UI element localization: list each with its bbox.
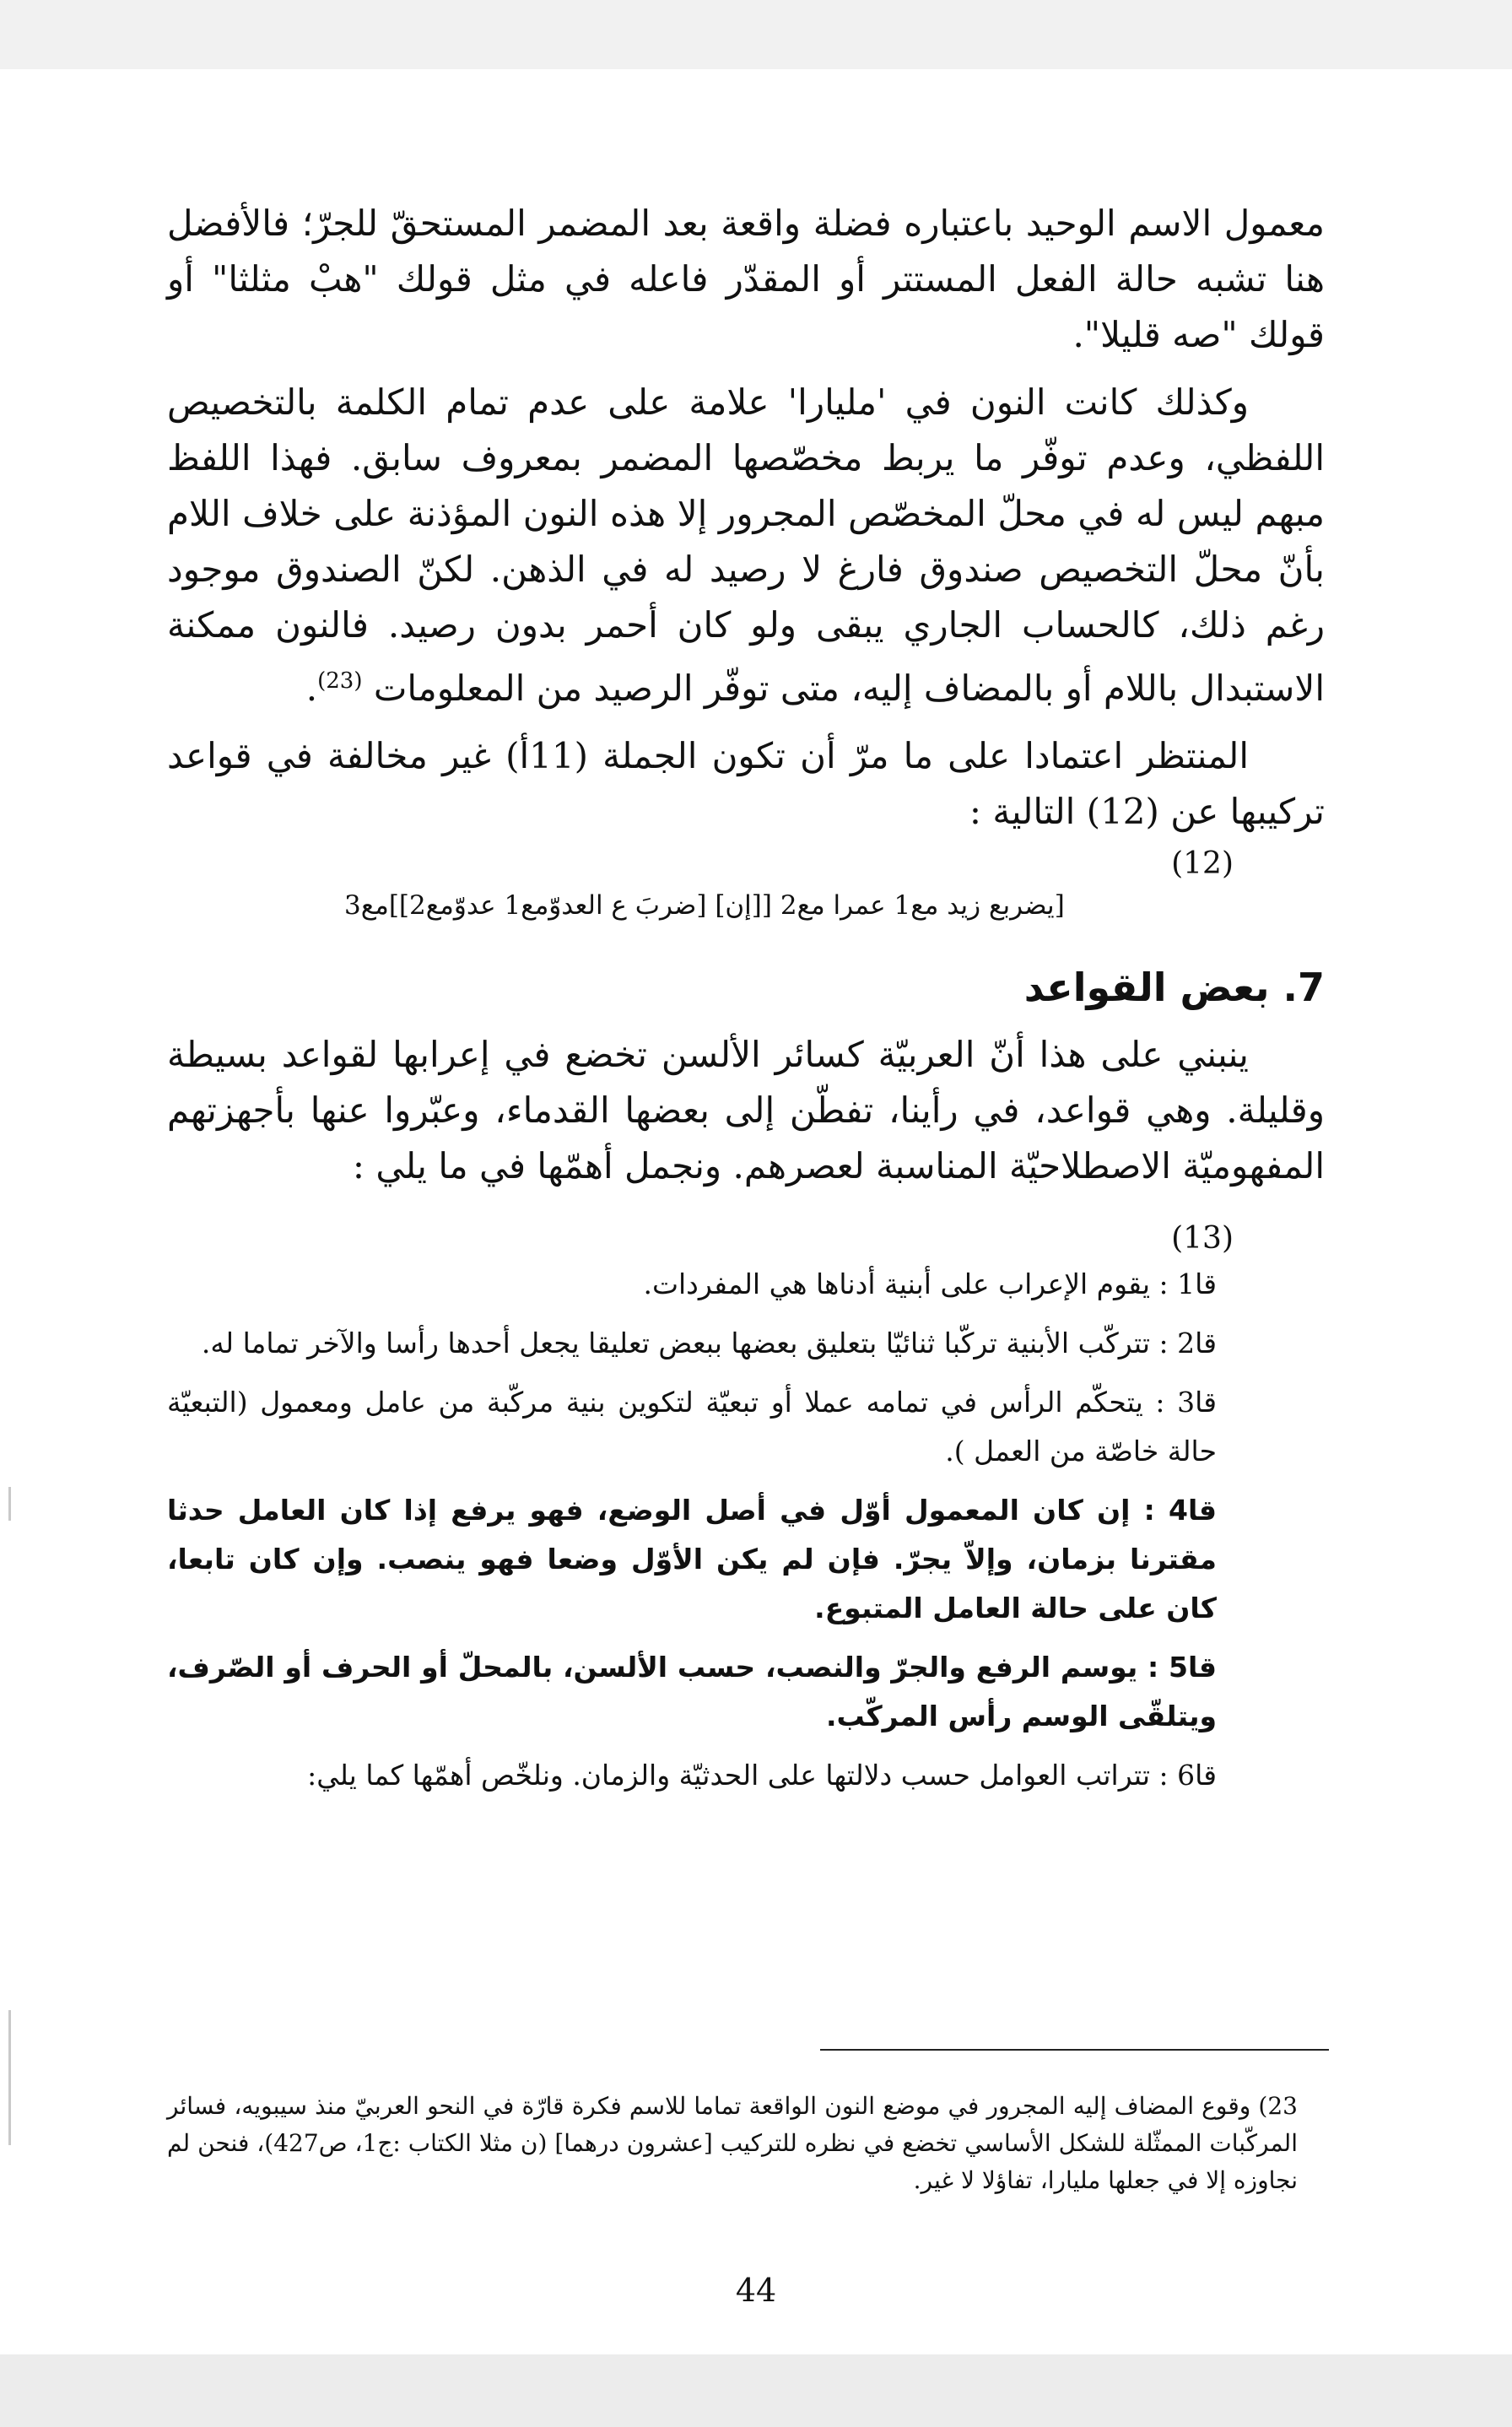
paragraph-4: ينبني على هذا أنّ العربيّة كسائر الألسن تخضع في إعرابها لقواعد بسيطة وقليلة. وهي قواعد، في رأينا، تفطّن إلى بعضها القدماء، وعبّروا عنها بأجهزتهم المفهوميّة الاصطلاحيّة المناسبة لعصرهم. ونجمل أهمّها في ما يلي : bbox=[167, 1034, 1325, 1186]
paragraph-1: معمول الاسم الوحيد باعتباره فضلة واقعة بعد المضمر المستحقّ للجرّ؛ فالأفضل هنا تشبه حالة الفعل المستتر أو المقدّر فاعله في مثل قولك "هبْ مثلثا" أو قولك "صه قليلا". bbox=[167, 203, 1325, 355]
rule-2: قا2 : تتركّب الأبنية تركّبا ثنائيّا بتعليق بعضها ببعض تعليقا يجعل أحدها رأسا والآخر تماما له. bbox=[201, 1327, 1217, 1359]
rule-4: قا4 : إن كان المعمول أوّل في أصل الوضع، فهو يرفع إذا كان العامل حدثا مقترنا بزمان، وإلاّ يجرّ. فإن لم يكن الأوّل وضعا فهو ينصب. وإن كان تابعا، كان على حالة العامل المتبوع. bbox=[167, 1494, 1217, 1624]
rule-3: قا3 : يتحكّم الرأس في تمامه عملا أو تبعيّة لتكوين بنية مركّبة من عامل ومعمول (التبعيّة حالة خاصّة من العمل ). bbox=[167, 1386, 1217, 1468]
rules-list bbox=[167, 1260, 1217, 1800]
example-12-formula: [يضربع زيد مع1 عمرا مع2 [[إن] [ضربَ ع العدوّمع1 عدوّمع2]]مع3 bbox=[344, 890, 1065, 921]
rule-1: قا1 : يقوم الإعراب على أبنية أدناها هي المفردات. bbox=[643, 1268, 1217, 1300]
scan-bottom-margin bbox=[0, 2354, 1512, 2427]
footnote-separator bbox=[820, 2049, 1329, 2051]
section-heading: 7. بعض القواعد bbox=[1023, 965, 1325, 1010]
example-12-number: (12) bbox=[1171, 846, 1234, 881]
footnote-23: 23) وقوع المضاف إليه المجرور في موضع النون الواقعة تماما للاسم فكرة قارّة في النحو العربيّ منذ سيبويه، فسائر المركّبات الممثّلة للشكل الأساسي تخضع في نظره للتركيب [عشرون درهما] (ن مثلا الكتاب :ج1، ص427)، فنحن لم نجاوزه إلا في جعلها مليارا، تفاؤلا لا غير. bbox=[167, 2092, 1298, 2194]
main-text bbox=[167, 196, 1325, 1810]
page-number: 44 bbox=[735, 2272, 777, 2309]
paragraph-2: وكذلك كانت النون في 'مليارا' علامة على عدم تمام الكلمة بالتخصيص اللفظي، وعدم توفّر ما يربط مخصّصها المضمر بمعروف سابق. فهذا اللفظ مبهم ليس له في محلّ المخصّص المجرور إلا هذه النون المؤذنة على خلاف اللام بأنّ محلّ التخصيص صندوق فارغ لا رصيد له في الذهن. لكنّ الصندوق موجود رغم ذلك، كالحساب الجاري يبقى ولو كان أحمر بدون رصيد. فالنون ممكنة الاستبدال باللام أو بالمضاف إليه، متى توفّر الرصيد من المعلومات $^{(23)}$. bbox=[167, 381, 1325, 709]
paragraph-2-text: وكذلك كانت النون في 'مليارا' علامة على عدم تمام الكلمة بالتخصيص اللفظي، وعدم توفّر ما يربط مخصّصها المضمر بمعروف سابق. فهذا اللفظ مبهم ليس له في محلّ المخصّص المجرور إلا هذه النون المؤذنة على خلاف اللام بأنّ محلّ التخصيص صندوق فارغ لا رصيد له في الذهن. لكنّ الصندوق موجود رغم ذلك، كالحساب الجاري يبقى ولو كان أحمر بدون رصيد. فالنون ممكنة الاستبدال باللام أو بالمضاف إليه، متى توفّر الرصيد من المعلومات bbox=[167, 381, 1325, 709]
example-13-number: (13) bbox=[1171, 1221, 1234, 1256]
rule-6: قا6 : تتراتب العوامل حسب دلالتها على الحدثيّة والزمان. ونلخّص أهمّها كما يلي: bbox=[307, 1759, 1217, 1792]
scan-edge-mark bbox=[8, 2010, 11, 2145]
paragraph-3: المنتظر اعتمادا على ما مرّ أن تكون الجملة (11أ) غير مخالفة في قواعد تركيبها عن (12) التالية : bbox=[167, 735, 1325, 832]
rule-5: قا5 : يوسم الرفع والجرّ والنصب، حسب الألسن، بالمحلّ أو الحرف أو الصّرف، ويتلقّى الوسم رأس المركّب. bbox=[167, 1651, 1217, 1732]
scan-edge-mark bbox=[8, 1487, 11, 1521]
footnote-ref-23: (23) bbox=[317, 668, 363, 694]
document-page bbox=[0, 69, 1512, 2354]
